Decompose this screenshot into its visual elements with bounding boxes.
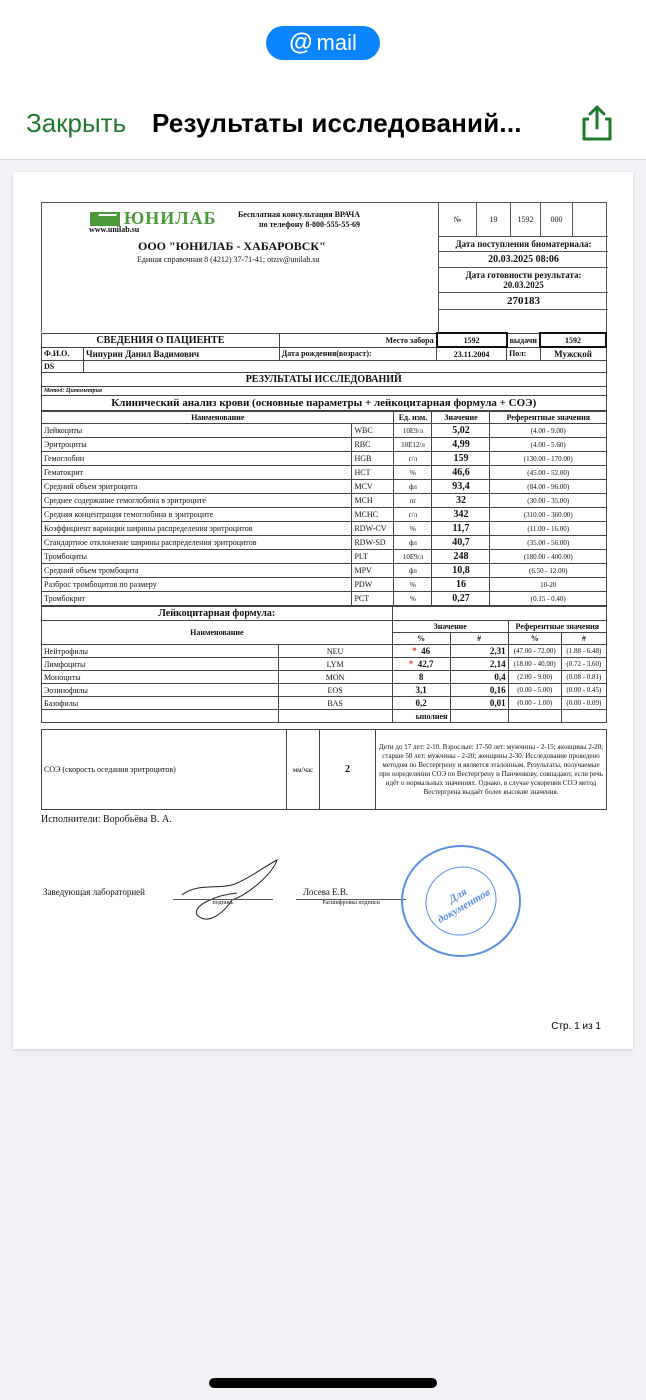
table-row — [42, 536, 607, 550]
patient-section-title: СВЕДЕНИЯ О ПАЦИЕНТЕ — [42, 333, 280, 347]
number-part: 1592 — [511, 203, 541, 236]
stamp-icon — [401, 845, 521, 957]
test-value: 248 — [432, 550, 490, 564]
test-unit: г/л — [394, 452, 432, 466]
org-name: ООО "ЮНИЛАБ - ХАБАРОВСК" — [138, 239, 326, 253]
cell-name: Моноциты — [42, 671, 279, 684]
test-ref: (4.00 - 5.60) — [490, 438, 607, 452]
test-value: 11,7 — [432, 522, 490, 536]
test-unit: 10E9/л — [394, 550, 432, 564]
table-row — [42, 671, 607, 684]
panel-title: Клинический анализ крови (основные параметры + лейкоцитарная формула + СОЭ) — [42, 396, 607, 411]
viewer-header — [0, 0, 646, 160]
test-value: 40,7 — [432, 536, 490, 550]
number-label: № — [439, 203, 477, 236]
page-number: Стр. 1 из 1 — [551, 1021, 601, 1032]
diff-table — [41, 606, 607, 723]
test-code: MPV — [352, 564, 394, 578]
home-indicator[interactable] — [209, 1378, 437, 1388]
test-code: PCT — [352, 592, 394, 606]
test-code: PLT — [352, 550, 394, 564]
cell-ref-abs: (0.00 - 0.45) — [561, 684, 606, 697]
order-id: 270183 — [439, 293, 608, 310]
abnormal-flag-icon: * — [408, 659, 414, 669]
test-ref: (0.15 - 0.40) — [490, 592, 607, 606]
cell-code: MON — [278, 671, 392, 684]
test-unit: 10E9/л — [394, 424, 432, 438]
test-code: RDW-SD — [352, 536, 394, 550]
test-name: Коэффициент вариации ширины распределения эритроцитов — [42, 522, 352, 536]
esr-table — [41, 729, 607, 810]
test-name: Среднее содержание гемоглобина в эритроците — [42, 494, 352, 508]
table-row — [42, 508, 607, 522]
cbc-table — [41, 411, 607, 606]
test-value: 4,99 — [432, 438, 490, 452]
cell-ref-abs: (0.08 - 0.81) — [561, 671, 606, 684]
cell-ref-pct: (47.00 - 72.00) — [508, 645, 561, 658]
test-value: 5,02 — [432, 424, 490, 438]
esr-unit: мм/час — [287, 730, 320, 810]
cell-code: EOS — [278, 684, 392, 697]
table-row — [42, 494, 607, 508]
column-header: Референтные значения — [508, 621, 606, 633]
close-button[interactable]: Закрыть — [26, 108, 127, 138]
ref-pct-header: % — [508, 633, 561, 645]
test-name: Средний объем тромбоцита — [42, 564, 352, 578]
ds-label: DS — [42, 361, 84, 373]
test-name: Стандартное отклонение ширины распределения эритроцитов — [42, 536, 352, 550]
test-ref: (84.00 - 96.00) — [490, 480, 607, 494]
test-ref: (11.00 - 16.00) — [490, 522, 607, 536]
test-unit: фл — [394, 564, 432, 578]
cell-code: LYM — [278, 658, 392, 671]
test-ref: (310.00 - 360.00) — [490, 508, 607, 522]
cell-abs: 2,14 — [450, 658, 508, 671]
cell-code: NEU — [278, 645, 392, 658]
head-label: Заведующая лабораторией — [43, 887, 145, 897]
mail-app-badge[interactable] — [266, 26, 380, 60]
consult-line-2: по телефону 8-800-555-55-69 — [258, 220, 361, 229]
test-name: Тромбоциты — [42, 550, 352, 564]
issue-label: выдачи — [507, 333, 540, 347]
table-row — [42, 564, 607, 578]
method-label: Метод: Цитометрия — [42, 387, 607, 396]
table-row — [42, 578, 607, 592]
table-row — [42, 684, 607, 697]
table-row — [42, 424, 607, 438]
cell-ref-pct: (18.00 - 40.00) — [508, 658, 561, 671]
test-ref: (30.00 - 35.00) — [490, 494, 607, 508]
test-code: MCHC — [352, 508, 394, 522]
stamp-text: Для документов — [413, 854, 509, 949]
cell-name: Базофилы — [42, 697, 279, 710]
test-ref: (130.00 - 170.00) — [490, 452, 607, 466]
cell-pct: 0,2 — [392, 697, 450, 710]
test-ref: (6.50 - 12.00) — [490, 564, 607, 578]
pct-header: % — [392, 633, 450, 645]
test-unit: пг — [394, 494, 432, 508]
test-value: 16 — [432, 578, 490, 592]
cell-pct: 46 — [421, 646, 431, 656]
cell-ref-abs: (0.72 - 3.60) — [561, 658, 606, 671]
number-part: 19 — [477, 203, 511, 236]
name-caption: Расшифровка подписи — [296, 899, 406, 906]
test-code: RBC — [352, 438, 394, 452]
cell-abs: 0,16 — [450, 684, 508, 697]
column-header: Наименование — [42, 621, 393, 645]
test-name: Гематокрит — [42, 466, 352, 480]
order-number — [439, 203, 608, 237]
esr-ref: Дети до 17 лет: 2-10. Взрослые: 17-50 лет: мужчины - 2-15; женщины 2-20; старше 50 лет: мужчины - 2-20; женщины 2-30. Исследование проведено методом по Вестергрену и является эталонным. Результаты, получаемые при определении СОЭ по Вестергрену и Панченкову, совпадают, если речь идёт о нормальных значениях. Однако, в случае ускорения СОЭ метод Вестергрена выдаёт более высокие значения. — [376, 730, 607, 810]
lab-report — [41, 202, 607, 975]
cell-ref-abs: (1.88 - 6.48) — [561, 645, 606, 658]
cell-ref-pct: (0.00 - 1.00) — [508, 697, 561, 710]
ds-value — [84, 361, 607, 373]
test-name: Эритроциты — [42, 438, 352, 452]
collection-value: 1592 — [437, 333, 507, 347]
cell-pct: 3,1 — [392, 684, 450, 697]
ready-label: Дата готовности результата: — [465, 270, 582, 280]
signature-caption: подпись — [173, 899, 273, 906]
table-row — [42, 592, 607, 606]
table-row — [42, 645, 607, 658]
leaf-logo-icon — [90, 212, 120, 226]
cell-ref-abs: (0.00 - 0.09) — [561, 697, 606, 710]
table-row — [42, 466, 607, 480]
mail-badge-label: mail — [316, 30, 357, 55]
document-page[interactable] — [13, 172, 633, 1049]
dob-value: 23.11.2004 — [437, 347, 507, 361]
cell-name: Лимфоциты — [42, 658, 279, 671]
abnormal-flag-icon: * — [412, 646, 417, 656]
number-part: 000 — [541, 203, 573, 236]
cell-code: BAS — [278, 697, 392, 710]
diff-title: Лейкоцитарная формула: — [42, 607, 393, 621]
logo-text: ЮНИЛАБ — [124, 208, 217, 228]
sex-value: Мужской — [540, 347, 606, 361]
cell-abs: 0,4 — [450, 671, 508, 684]
sex-label: Пол: — [507, 347, 540, 361]
test-value: 46,6 — [432, 466, 490, 480]
cell-ref-pct: (2.00 - 9.00) — [508, 671, 561, 684]
empty-cell — [392, 607, 606, 621]
test-value: 342 — [432, 508, 490, 522]
test-unit: фл — [394, 480, 432, 494]
status-text: ыполнен — [392, 710, 450, 723]
ref-abs-header: # — [561, 633, 606, 645]
received-label: Дата поступления биоматериала: — [439, 237, 608, 252]
ready-date — [439, 268, 608, 293]
test-code: HCT — [352, 466, 394, 480]
table-row — [42, 550, 607, 564]
document-title: Результаты исследований... — [152, 108, 522, 138]
test-value: 10,8 — [432, 564, 490, 578]
lab-site: www.unilab.su — [89, 225, 140, 234]
order-info — [438, 203, 608, 333]
test-name: Лейкоциты — [42, 424, 352, 438]
patient-table — [41, 332, 607, 411]
column-header: Ед. изм. — [394, 412, 432, 424]
signature-icon — [177, 855, 287, 930]
column-header: Наименование — [42, 412, 394, 424]
test-unit: 10E12/л — [394, 438, 432, 452]
abs-header: # — [450, 633, 508, 645]
patient-name: Чипурин Данил Вадимович — [84, 347, 280, 361]
at-icon: @ — [289, 29, 313, 56]
test-code: PDW — [352, 578, 394, 592]
test-ref: (4.00 - 9.00) — [490, 424, 607, 438]
name-label: Ф.И.О. — [42, 347, 84, 361]
esr-name: СОЭ (скорость оседания эритроцитов) — [42, 730, 287, 810]
test-unit: % — [394, 466, 432, 480]
table-row — [42, 658, 607, 671]
test-code: MCH — [352, 494, 394, 508]
cell-name: Эозинофилы — [42, 684, 279, 697]
table-row — [42, 480, 607, 494]
table-row — [42, 697, 607, 710]
column-header: Референтные значения — [490, 412, 607, 424]
test-code: MCV — [352, 480, 394, 494]
cell-name: Нейтрофилы — [42, 645, 279, 658]
share-icon[interactable] — [580, 104, 614, 142]
consult-line-1: Бесплатная консультация ВРАЧА — [238, 210, 361, 219]
test-name: Тромбокрит — [42, 592, 352, 606]
test-name: Средняя концентрация гемоглобина в эритроците — [42, 508, 352, 522]
org-contacts: Единая справочная 8 (4212) 37-71-41; otziv@unilab.su — [137, 255, 320, 264]
received-value: 20.03.2025 08:06 — [439, 252, 608, 268]
test-ref: 10-20 — [490, 578, 607, 592]
test-unit: % — [394, 522, 432, 536]
test-unit: фл — [394, 536, 432, 550]
test-unit: г/л — [394, 508, 432, 522]
test-value: 32 — [432, 494, 490, 508]
test-ref: (35.00 - 56.00) — [490, 536, 607, 550]
report-header — [41, 202, 607, 332]
esr-value: 2 — [320, 730, 376, 810]
test-code: RDW-CV — [352, 522, 394, 536]
table-row — [42, 730, 607, 810]
test-value: 0,27 — [432, 592, 490, 606]
cell-ref-pct: (0.00 - 5.00) — [508, 684, 561, 697]
test-ref: (45.00 - 52.00) — [490, 466, 607, 480]
head-name: Лосева Е.В. — [303, 887, 349, 897]
table-row — [42, 438, 607, 452]
test-code: WBC — [352, 424, 394, 438]
collection-label: Место забора — [279, 333, 436, 347]
test-value: 159 — [432, 452, 490, 466]
test-value: 93,4 — [432, 480, 490, 494]
test-name: Разброс тромбоцитов по размеру — [42, 578, 352, 592]
column-header: Значение — [432, 412, 490, 424]
issue-value: 1592 — [540, 333, 606, 347]
test-name: Гемоглобин — [42, 452, 352, 466]
table-row — [42, 522, 607, 536]
performers: Исполнители: Воробьёва В. А. — [41, 814, 172, 825]
test-ref: (180.00 - 400.00) — [490, 550, 607, 564]
test-unit: % — [394, 592, 432, 606]
test-unit: % — [394, 578, 432, 592]
cell-abs: 0,01 — [450, 697, 508, 710]
cell-abs: 2,31 — [450, 645, 508, 658]
cell-pct: 42,7 — [417, 659, 434, 669]
test-name: Средний объем эритроцита — [42, 480, 352, 494]
table-row — [42, 452, 607, 466]
dob-label: Дата рождения(возраст): — [279, 347, 436, 361]
ready-value: 20.03.2025 — [503, 280, 544, 290]
consult-info — [238, 210, 360, 230]
cell-pct: 8 — [392, 671, 450, 684]
results-title: РЕЗУЛЬТАТЫ ИССЛЕДОВАНИЙ — [42, 373, 607, 387]
column-header: Значение — [392, 621, 508, 633]
test-code: HGB — [352, 452, 394, 466]
signature-block — [41, 825, 607, 975]
